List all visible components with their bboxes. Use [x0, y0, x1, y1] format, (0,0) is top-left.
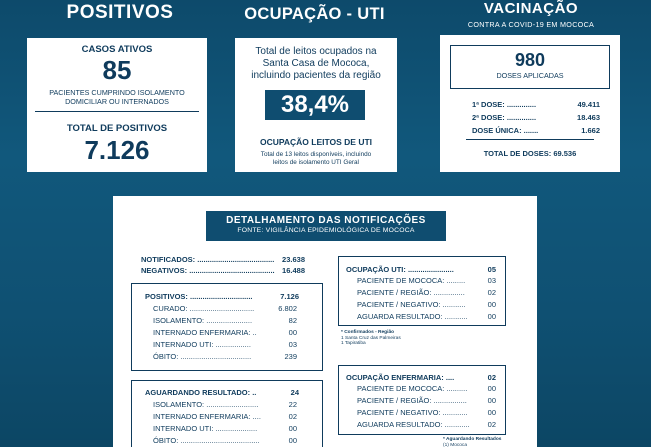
- detail-value: 00: [288, 328, 297, 337]
- detail-value: 6.802: [278, 304, 297, 313]
- uti-footnote-line: 1 Santa Cruz das Palmeiras: [341, 335, 401, 341]
- detail-row: [153, 424, 309, 433]
- detail-value: 24: [290, 388, 299, 397]
- positivos-title: POSITIVOS: [66, 2, 174, 23]
- detail-label: PACIENTE / NEGATIVO: ...........: [357, 300, 466, 309]
- detalhamento-source: FONTE: VIGILÂNCIA EPIDEMIOLÓGICA DE MOCOCA: [237, 227, 415, 234]
- dose-row-value: 1.662: [581, 126, 600, 135]
- dose-row: [472, 100, 600, 109]
- detail-value: 239: [284, 352, 297, 361]
- dose-row: [472, 126, 600, 135]
- doses-value: 980: [514, 50, 546, 70]
- detail-label: ISOLAMENTO: ......................: [153, 316, 253, 325]
- detail-label: ÓBITO: ..................................: [153, 352, 252, 361]
- uti-leitos-label: OCUPAÇÃO LEITOS DE UTI: [259, 137, 373, 147]
- detail-row: [145, 292, 309, 301]
- dose-row-label: DOSE ÚNICA: .......: [472, 126, 539, 135]
- enf-footnote-line: (1) Mococa: [443, 442, 467, 447]
- notificados-label: NOTIFICADOS: .....................................: [141, 255, 275, 264]
- total-positivos-label: TOTAL DE POSITIVOS: [66, 123, 168, 134]
- detail-label: OCUPAÇÃO ENFERMARIA: ....: [346, 373, 455, 382]
- total-doses: TOTAL DE DOSES: 69.536: [483, 149, 577, 158]
- detail-label: INTERNADO ENFERMARIA: ..: [153, 328, 257, 337]
- uti-text-1: Total de leitos ocupados na: [255, 46, 377, 57]
- uti-card: [235, 38, 397, 172]
- detail-row: [346, 265, 496, 274]
- detail-row: [153, 340, 309, 349]
- detail-row: [153, 400, 309, 409]
- detail-label: AGUARDA RESULTADO: ...........: [357, 312, 468, 321]
- positivos-card: [27, 38, 207, 172]
- casos-ativos-desc-2: DOMICILIAR OU INTERNADOS: [65, 97, 169, 106]
- detail-label: POSITIVOS: ..............................: [145, 292, 253, 301]
- negativos-label: NEGATIVOS: .........................................: [141, 266, 275, 275]
- detail-row: [357, 420, 496, 429]
- detail-label: INTERNADO ENFERMARIA: ....: [153, 412, 261, 421]
- dose-row-value: 49.411: [577, 100, 600, 109]
- enfermaria-footnote: [443, 437, 501, 447]
- detalhamento-panel: [113, 196, 537, 447]
- vacinacao-card: [440, 35, 620, 172]
- uti-title: OCUPAÇÃO - UTI: [244, 5, 385, 23]
- detail-label: AGUARDA RESULTADO: ............: [357, 420, 470, 429]
- detail-label: PACIENTE / REGIÃO: ................: [357, 396, 467, 405]
- detail-row: [153, 328, 309, 337]
- detail-row: [153, 304, 309, 313]
- detail-value: 03: [288, 340, 297, 349]
- enf-footnote-line: * Aguardando Resultados: [443, 437, 502, 442]
- dose-row: [472, 113, 600, 122]
- vacinacao-title: VACINAÇÃO: [483, 0, 579, 17]
- detail-row: [153, 316, 309, 325]
- detail-value: 82: [288, 316, 297, 325]
- detail-value: 00: [487, 408, 496, 417]
- detail-value: 00: [487, 312, 496, 321]
- casos-ativos-value: 85: [102, 55, 132, 85]
- detail-label: PACIENTE DE MOCOCA: ..........: [357, 384, 468, 393]
- detail-value: 02: [288, 412, 297, 421]
- uti-footnote-line: 1 Tapiratiba: [341, 341, 366, 347]
- detail-value: 02: [487, 288, 496, 297]
- detail-label: INTERNADO UTI: ....................: [153, 424, 258, 433]
- detail-row: [357, 384, 496, 393]
- detail-label: PACIENTE / REGIÃO: ...............: [357, 288, 465, 297]
- detail-row: [357, 408, 496, 417]
- notificados-value: 23.638: [282, 255, 305, 264]
- doses-divider: [466, 139, 594, 140]
- detail-row: [357, 300, 496, 309]
- notificados-row: [141, 255, 305, 264]
- negativos-value: 16.488: [282, 266, 305, 275]
- detail-label: INTERNADO UTI: .................: [153, 340, 251, 349]
- detail-value: 00: [288, 436, 297, 445]
- detail-value: 7.126: [280, 292, 299, 301]
- uti-percent: 38,4%: [265, 90, 365, 120]
- detail-label: PACIENTE DE MOCOCA: .........: [357, 276, 466, 285]
- detail-label: ÓBITO: ......................................: [153, 436, 260, 445]
- detalhamento-title: DETALHAMENTO DAS NOTIFICAÇÕES: [226, 215, 426, 226]
- detail-row: [153, 352, 309, 361]
- dose-row-value: 18.463: [577, 113, 600, 122]
- detail-row: [346, 373, 496, 382]
- uti-footnote-line: * Confirmados - Região: [341, 330, 395, 335]
- casos-ativos-label: CASOS ATIVOS: [81, 44, 153, 55]
- detail-value: 05: [487, 265, 496, 274]
- detail-label: ISOLAMENTO: .........................: [153, 400, 259, 409]
- positivos-divider: [35, 111, 199, 112]
- detail-label: AGUARDANDO RESULTADO: ..: [145, 388, 257, 397]
- detail-value: 00: [487, 396, 496, 405]
- detail-row: [153, 412, 309, 421]
- detail-label: OCUPAÇÃO UTI: ......................: [346, 265, 454, 274]
- detail-row: [357, 288, 496, 297]
- casos-ativos-desc-1: PACIENTES CUMPRINDO ISOLAMENTO: [49, 88, 185, 97]
- detail-value: 22: [288, 400, 297, 409]
- detail-value: 00: [487, 384, 496, 393]
- detalhamento-header: [206, 211, 446, 241]
- negativos-row: [141, 266, 305, 275]
- detail-value: 02: [487, 373, 496, 382]
- vacinacao-subtitle: CONTRA A COVID-19 EM MOCOCA: [467, 20, 595, 29]
- uti-text-3: incluindo pacientes da região: [251, 70, 381, 81]
- detail-row: [357, 396, 496, 405]
- detail-row: [145, 388, 309, 397]
- total-positivos-value: 7.126: [84, 135, 150, 165]
- detail-row: [357, 276, 496, 285]
- detail-value: 02: [487, 420, 496, 429]
- doses-box: [450, 45, 610, 89]
- detail-label: CURADO: ...............................: [153, 304, 255, 313]
- detail-label: PACIENTE / NEGATIVO: ............: [357, 408, 468, 417]
- detail-row: [153, 436, 309, 445]
- uti-note-2: leitos de isolamento UTI Geral: [273, 159, 359, 166]
- detail-value: 00: [487, 300, 496, 309]
- doses-label: DOSES APLICADAS: [496, 71, 564, 80]
- detail-value: 03: [487, 276, 496, 285]
- dose-row-label: 1ª DOSE: ..............: [472, 100, 537, 109]
- uti-text-2: Santa Casa de Mococa,: [262, 58, 370, 69]
- uti-note-1: Total de 13 leitos disponíveis, incluindo: [260, 151, 372, 158]
- uti-footnote: [341, 330, 401, 347]
- dose-row-label: 2ª DOSE: ..............: [472, 113, 537, 122]
- detail-value: 00: [288, 424, 297, 433]
- detail-row: [357, 312, 496, 321]
